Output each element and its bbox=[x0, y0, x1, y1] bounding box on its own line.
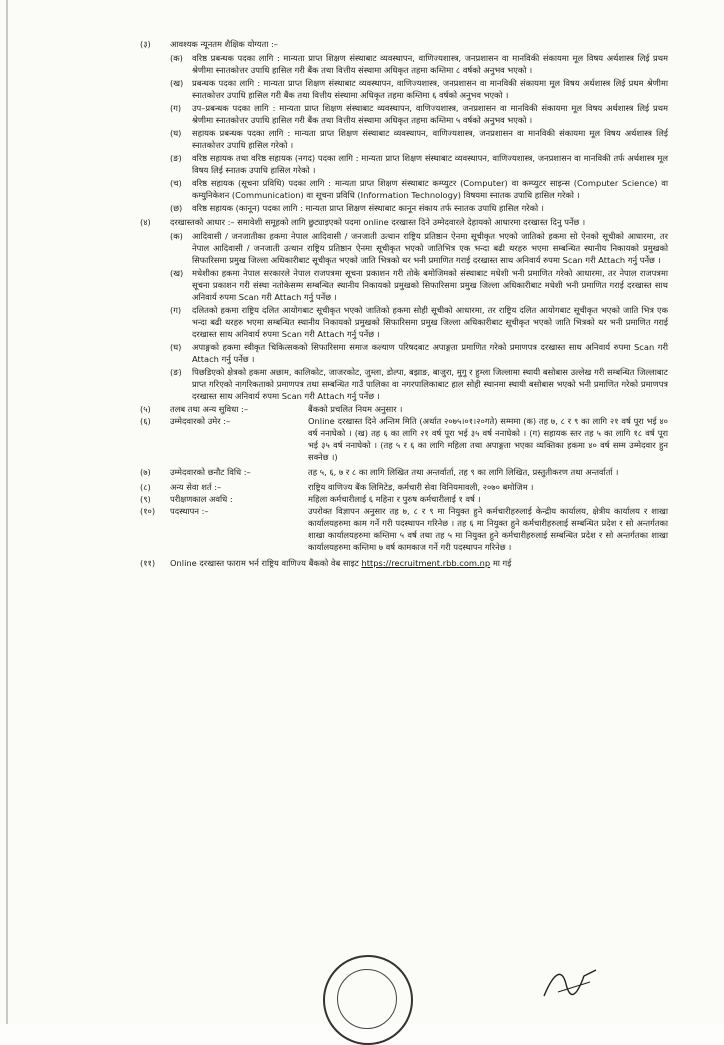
document-requirement-item: (क) आदिवासी / जनजातीका हकमा नेपाल आदिवासी / जनजाती उत्थान राष्ट्रिय प्रतिष्ठान ऐनमा सूचीकृत भएको जातिको हकमा सो ऐनको सूचीको आधारमा, तर नेपाल आदिवासी / जनजाती उत्थान राष्ट्रिय प्रतिष्ठान ऐनमा सूचीकृत भएको जातिभित्र एक भन्दा बढी थरहरु भएमा सम्बन्धित स्थानीय निकायको प्रमुखको सिफारिसमा प्रमुख जिल्ला अधिकारीबाट सूचीकृत भएको जाति भित्रको थर भनी प्रमाणित गराई दरखास्त साथ अनिवार्य रुपमा Scan गरी Attach गर्नु पर्नेछ । bbox=[170, 231, 668, 265]
document-requirement-item: (ङ) पिछडिएको क्षेत्रको हकमा अछाम, कालिकोट, जाजरकोट, जुम्ला, डोल्पा, बझाङ, बाजुरा, मुगु र हुम्ला जिल्लामा स्थायी बसोबास उल्लेख गरी सम्बन्धित जिल्लाबाट प्राप्त गरिएको नागरिकताको प्रमाणपत्र तथा सम्बन्धित गाउँ पालिका वा नगरपालिकाबाट हाल सोही स्थानमा स्थायी बसोबास भएको भनी प्रमाणित गरेको प्रमाणपत्र दरखास्त साथ अनिवार्य रुपमा Scan गरी Attach गर्नु पर्नेछ । bbox=[170, 367, 668, 401]
section-age: (६) उम्मेदवारको उमेर :– Online दरखास्त दिने अन्तिम मिति (अर्थात २०७५।०१।२०गते) सम्ममा (क) तह ७, ८ र ९ का लागि २१ वर्ष पूरा भई ४० वर्ष ननाघेको । (ख) तह ६ का लागि २१ वर्ष पूरा भई ३५ वर्ष ननाघेको । (ग) सहायक स्तर तह ५ का लागि १८ वर्ष पूरा भई ३५ वर्ष ननाघेको । (तह ५ र ६ का लागि महिला तथा अपाङ्गता भएका व्यक्तिका हकमा ४० वर्ष सम्म उम्मेदवार हुन सक्नेछ ।) bbox=[140, 416, 668, 462]
section-number: (३) bbox=[140, 39, 151, 49]
qualification-item: (क) वरिष्ठ प्रबन्धक पदका लागि : मान्यता प्राप्त शिक्षण संस्थाबाट व्यवस्थापन, वाणिज्यशास्त्र, जनप्रशासन वा मानविकी संकायमा मूल विषय अर्थशास्त्र लिई प्रथम श्रेणीमा स्नातकोत्तर उपाधि हासिल गरी बैंक तथा वित्तीय संस्थामा अधिकृत तहमा कम्तिमा ८ वर्षको अनुभव भएको । bbox=[170, 53, 668, 75]
section-online-form: (११) Online दरखास्त फाराम भर्न राष्ट्रिय वाणिज्य बैंकको वेब साइट https://recruitment.rbb.com.np मा गई bbox=[140, 558, 512, 568]
section-application-basis bbox=[140, 216, 668, 228]
signature-mark bbox=[540, 962, 600, 1002]
document-body bbox=[140, 38, 668, 569]
document-requirement-item: (ग) दलितको हकमा राष्ट्रिय दलित आयोगबाट सूचीकृत भएको जातिको हकमा सोही सूचीको आधारमा, तर राष्ट्रिय दलित आयोगबाट सूचीकृत भएको जाति भित्र एक भन्दा बढी थरहरु भएमा सम्बन्धित स्थानीय निकायको प्रमुखको सिफारिसमा प्रमुख जिल्ला अधिकारीबाट सूचीकृत भएको जाति भित्रको थर भनी प्रमाणित गराई दरखास्त साथ अनिवार्य रुपमा Scan गरी Attach गर्नु पर्नेछ । bbox=[170, 305, 668, 339]
section-qualification bbox=[140, 38, 668, 50]
section-number: (४) bbox=[140, 217, 151, 227]
section-posting: (१०) पदस्थापन :– उपरोक्त विज्ञापन अनुसार तह ७, ८ र ९ मा नियुक्त हुने कर्मचारीहरुलाई केन्द्रीय कार्यालय, क्षेत्रीय कार्यालय र शाखा कार्यालयहरुमा काम गर्ने गरी पदस्थापन गरिनेछ । तह ६ मा नियुक्त हुने कर्मचारीहरुलाई सम्बन्धित प्रदेश र सो अन्तर्गतका शाखा कार्यालयहरुमा कम्तिमा ५ वर्ष तथा तह ५ मा नियुक्त हुने कर्मचारीहरुलाई सम्बन्धित प्रदेश र सो अन्तर्गतका शाखा कार्यालयहरुमा कम्तिमा ७ वर्ष कामकाज गर्ने गरी पदस्थापन गरिनेछ । bbox=[140, 506, 668, 552]
section-service-terms: (८) अन्य सेवा शर्त :– राष्ट्रिय वाणिज्य बैंक लिमिटेड, कर्मचारी सेवा विनियमावली, २०७० बमोजिम । bbox=[140, 482, 534, 492]
qualification-item: (ख) प्रबन्धक पदका लागि : मान्यता प्राप्त शिक्षण संस्थाबाट व्यवस्थापन, वाणिज्यशास्त्र, जनप्रशासन वा मानविकी संकायमा मूल विषय अर्थशास्त्र लिई प्रथम श्रेणीमा स्नातकोत्तर उपाधि हासिल गरी बैंक तथा वित्तीय संस्थामा अधिकृत तहमा कम्तिमा ६ वर्षको अनुभव भएको । bbox=[170, 78, 668, 100]
qualification-item: (ग) उप–प्रबन्धक पदका लागि : मान्यता प्राप्त शिक्षण संस्थाबाट व्यवस्थापन, वाणिज्यशास्त्र, जनप्रशासन वा मानविकी संकायमा मूल विषय अर्थशास्त्र लिई प्रथम श्रेणीमा स्नातकोत्तर उपाधि हासिल गरी बैंक तथा वित्तीय संस्थामा अधिकृत तहमा कम्तिमा ५ वर्षको अनुभव भएको । bbox=[170, 103, 668, 125]
section-intro: दरखास्तको आधार :– समावेशी समूहको लागि छुट्याइएको पदमा online दरखास्त दिने उम्मेदवारले देहायको आधारमा दरखास्त दिनु पर्नेछ । bbox=[170, 217, 586, 227]
qualification-item: (च) वरिष्ठ सहायक (सूचना प्रविधि) पदका लागि : मान्यता प्राप्त शिक्षण संस्थाबाट कम्प्युटर (Computer) वा कम्प्युटर साइन्स (Computer Science) वा कम्युनिकेशन (Communication) वा सूचना प्रविधि (Information Technology) विषयमा स्नातक उपाधि हासिल गरेको । bbox=[170, 178, 668, 200]
bank-seal bbox=[323, 955, 413, 1045]
section-selection-method: (७) उम्मेदवारको छनौट विधि :– तह ५, ६, ७ र ८ का लागि लिखित तथा अन्तर्वार्ता, तह ९ का लागि लिखित, प्रस्तुतीकरण तथा अन्तर्वार्ता । bbox=[140, 467, 619, 477]
section-salary: (५) तलब तथा अन्य सुविधा :– बैंकको प्रचलित नियम अनुसार । bbox=[140, 404, 403, 414]
qualification-item: (घ) सहायक प्रबन्धक पदका लागि : मान्यता प्राप्त शिक्षण संस्थाबाट व्यवस्थापन, वाणिज्यशास्त्र, जनप्रशासन वा मानविकी संकायमा मूल विषय अर्थशास्त्र लिई स्नातकोत्तर उपाधि हासिल गरेको । bbox=[170, 128, 668, 150]
scan-edge bbox=[6, 0, 8, 1024]
document-requirement-item: (ख) मधेशीका हकमा नेपाल सरकारले नेपाल राजपत्रमा सूचना प्रकाशन गरी तोके बमोजिमको संस्थाबाट मधेशी भनी प्रमाणित गरेको आधारमा, तर नेपाल राजपत्रमा सूचना प्रकाशन गरी संस्था नतोकेसम्म सम्बन्धित स्थानीय निकायको प्रमुखको सिफारिसमा प्रमुख जिल्ला अधिकारीबाट मधेशी भनी प्रमाणित गराई दरखास्त साथ अनिवार्य रुपमा Scan गरी Attach गर्नु पर्नेछ । bbox=[170, 268, 668, 302]
document-requirement-item: (घ) अपाङ्गको हकमा स्वीकृत चिकित्सकको सिफारिसमा समाज कल्याण परिषदबाट अपाङ्गता प्रमाणित गरेको प्रमाणपत्र दरखास्त साथ अनिवार्य रुपमा Scan गरी Attach गर्नु पर्नेछ । bbox=[170, 342, 668, 364]
qualification-item: (छ) वरिष्ठ सहायक (कानून) पदका लागि : मान्यता प्राप्त शिक्षण संस्थाबाट कानून संकाय तर्फ स्नातक उपाधि हासिल गरेको । bbox=[170, 203, 544, 213]
section-probation: (९) परीक्षणकाल अवधि : महिला कर्मचारीलाई ६ महिना र पुरुष कर्मचारीलाई १ वर्ष । bbox=[140, 494, 481, 504]
recruitment-link[interactable]: https://recruitment.rbb.com.np bbox=[361, 558, 491, 568]
section-heading: आवश्यक न्यूनतम शैक्षिक योग्यता :– bbox=[170, 39, 278, 49]
qualification-item: (ङ) वरिष्ठ सहायक तथा वरिष्ठ सहायक (नगद) पदका लागि : मान्यता प्राप्त शिक्षण संस्थाबाट व्यवस्थापन, वाणिज्यशास्त्र, जनप्रशासन वा मानविकी तर्फ अर्थशास्त्र मूल विषय लिई स्नातक उपाधि हासिल गरेको । bbox=[170, 153, 668, 175]
